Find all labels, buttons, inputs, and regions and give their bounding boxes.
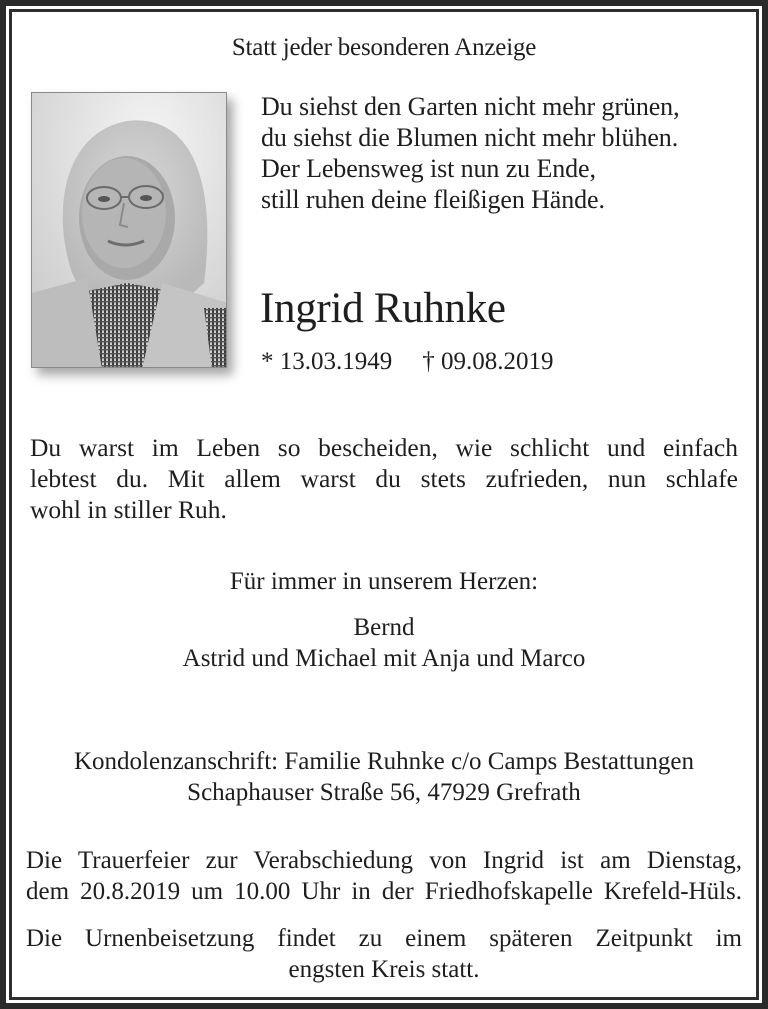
mourners-names [12, 612, 756, 674]
verse-line: lebtest du. Mit allem warst du stets zufrieden, nun schlafe [30, 464, 738, 493]
poem-line: Du siehst den Garten nicht mehr grünen, [261, 92, 680, 121]
poem-line: Der Lebensweg ist nun zu Ende, [261, 154, 596, 183]
obituary-outer-frame [6, 6, 762, 1003]
mourners-intro: Für immer in unserem Herzen: [229, 568, 539, 595]
poem-line: du siehst die Blumen nicht mehr blühen. [261, 123, 679, 152]
life-dates [261, 348, 554, 376]
ceremony-line: dem 20.8.2019 um 10.00 Uhr in der Friedhofskapelle Krefeld-Hüls. [26, 878, 742, 905]
mourner-name: Astrid und Michael mit Anja und Marco [182, 645, 586, 672]
mourner-name: Bernd [353, 614, 415, 641]
burial-line: engsten Kreis statt. [288, 956, 480, 983]
deceased-name: Ingrid Ruhnke [260, 285, 506, 332]
condolence-line: Schaphauser Straße 56, 47929 Grefrath [187, 779, 581, 806]
portrait-image [32, 93, 227, 368]
birth-date: * 13.03.1949 [261, 348, 393, 375]
verse-line: wohl in stiller Ruh. [30, 495, 227, 524]
portrait-photo [31, 92, 227, 368]
ceremony-info [26, 845, 742, 907]
header-title: Statt jeder besonderen Anzeige [231, 34, 537, 61]
obituary-inner-frame [9, 9, 759, 1000]
ceremony-line: Die Trauerfeier zur Verabschiedung von Ingrid ist am Dienstag, [26, 847, 742, 874]
condolence-line: Kondolenzanschrift: Familie Ruhnke c/o Camps Bestattungen [73, 748, 695, 775]
burial-info [26, 923, 742, 985]
poem [261, 91, 680, 215]
burial-line: Die Urnenbeisetzung findet zu einem späteren Zeitpunkt im [26, 925, 742, 952]
verse [30, 432, 738, 525]
verse-line: Du warst im Leben so bescheiden, wie schlicht und einfach [30, 433, 738, 462]
condolence-address [12, 746, 756, 808]
death-date: † 09.08.2019 [422, 348, 554, 375]
poem-line: still ruhen deine fleißigen Hände. [261, 185, 605, 214]
